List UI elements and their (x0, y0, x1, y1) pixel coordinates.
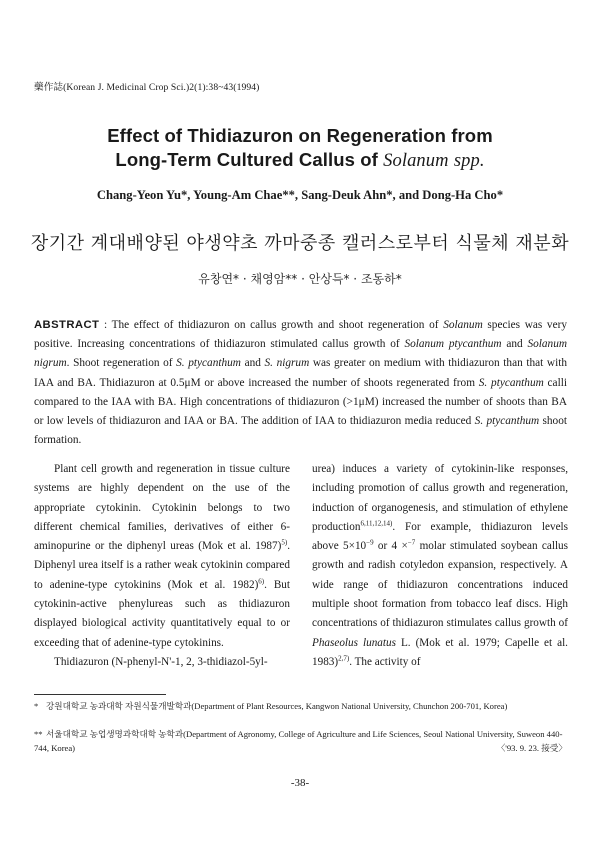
species-name: Phaseolus lunatus (312, 636, 396, 649)
body-text: . The activity of (349, 655, 421, 668)
abstract-sep: : (99, 319, 112, 331)
footnote-text: 강원대학교 농과대학 자원식물개발학과(Department of Plant Resources, Kangwon National University, Chunchon 200-701, Korea) (46, 701, 508, 711)
abstract-text: species was very positive. Increasing concentrations of thidiazuron stimulated callus growth of (34, 319, 567, 351)
citation-ref: 2,7) (338, 654, 350, 663)
body-text: urea) induces a variety of cytokinin-like responses, including promotion of callus growth and regeneration, induction of organogenesis, and stimulation of ethylene production (312, 463, 568, 533)
footnote-divider (34, 694, 166, 695)
abstract-species: Solanum ptycanthum (404, 338, 502, 351)
body-text: . But cytokinin-active phenylureas such as thidiazuron displayed biological activity quantitatively equal to or exceeding that of adenine-type cytokinins. (34, 578, 290, 649)
exponent: −7 (407, 538, 416, 547)
abstract-species: S. ptycanthum (474, 415, 540, 428)
footnote-text: 서울대학교 농업생명과학대학 농학과(Department of Agronomy, College of Agriculture and Life Sciences, Seoul National University, Suweon 440-744, Korea) (34, 729, 563, 753)
title-species: Solanum (383, 151, 449, 171)
paper-title-line1: Effect of Thidiazuron on Regeneration from (107, 125, 493, 146)
body-paragraph (312, 460, 568, 672)
page-number: -38- (290, 777, 310, 789)
abstract-text: shoot formation. (34, 415, 567, 447)
body-text: . Diphenyl urea itself is a rather weak cytokinin compared to adenine-type cytokinins (Mok et al. 1982) (34, 540, 290, 591)
body-column-right (312, 460, 568, 672)
footnote-affiliation-1 (34, 699, 567, 713)
abstract-text: calli compared to the IAA with BA. High concentrations of thidiazuron (>1μM) increased the number of shoots than BA or low levels of thidiazuron and IAA or BA. The addition of IAA to thidiazuron media reduced (34, 376, 567, 428)
author-list: Chang-Yeon Yu*, Young-Am Chae**, Sang-Deuk Ahn*, and Dong-Ha Cho* (96, 188, 504, 202)
abstract-text: and (501, 338, 528, 351)
body-paragraph (34, 460, 290, 653)
abstract-species: S. ptycanthum (478, 376, 544, 389)
footnote-marker: * (34, 701, 39, 711)
body-text: or 4 × (373, 540, 408, 553)
abstract-species: S. ptycanthum (176, 357, 241, 370)
received-date: 〈'93. 9. 23. 接受〉 (496, 743, 567, 753)
journal-header: 藥作誌(Korean J. Medicinal Crop Sci.)2(1):38~43(1994) (34, 82, 260, 93)
citation-ref: 5) (281, 538, 288, 547)
abstract-text: and (240, 357, 265, 370)
footnote-affiliation-2 (34, 727, 567, 755)
body-text: Plant cell growth and regeneration in tissue culture systems are highly dependent on the use of the appropriate cytokinin. Cytokinin belongs to two different chemical families, derivatives of either 6-aminopurine or the diphenyl ureas (Mok et al. 1987) (34, 463, 290, 553)
abstract-text: was greater on medium with thidiazuron than that with IAA and BA. Thidiazuron at 0.5μM or above increased the number of shoots regenerated from (34, 357, 567, 389)
title-line2-prefix: Long-Term Cultured Callus of (115, 149, 384, 170)
abstract-text: . Shoot regeneration of (66, 357, 177, 370)
abstract (34, 316, 567, 450)
abstract-text: The effect of thidiazuron on callus growth and shoot regeneration of (111, 319, 444, 331)
paper-title-line2 (0, 149, 600, 172)
body-column-left (34, 460, 290, 672)
abstract-species: Solanum nigrum (34, 338, 568, 370)
abstract-species: S. nigrum (264, 357, 310, 370)
abstract-species: Solanum (443, 319, 483, 331)
body-text: molar stimulated soybean callus growth and radish cotyledon expansion, respectively. A wide range of thidiazuron concentrations induced multiple shoot formation from tobacco leaf discs. High concentrations of thidiazuron stimulates callus growth of (312, 540, 568, 630)
body-text: L. (Mok et al. 1979; Capelle et al. 1983) (312, 636, 568, 668)
body-paragraph: Thidiazuron (N-phenyl-N'-1, 2, 3-thidiazol-5yl- (54, 655, 268, 668)
citation-ref: 6,11,12,14) (360, 519, 393, 528)
citation-ref: 6) (258, 577, 265, 586)
korean-title: 장기간 계대배양된 야생약초 까마중종 캘러스로부터 식물체 재분화 (30, 233, 570, 254)
footnote-marker: ** (34, 729, 43, 739)
korean-author-list: 유창연* · 채영암** · 안상득* · 조동하* (198, 272, 402, 286)
abstract-label: ABSTRACT (34, 319, 100, 331)
body-text: . For example, thidiazuron levels above 5×10 (312, 520, 568, 553)
exponent: −9 (366, 538, 374, 547)
title-spp: spp. (453, 151, 485, 171)
